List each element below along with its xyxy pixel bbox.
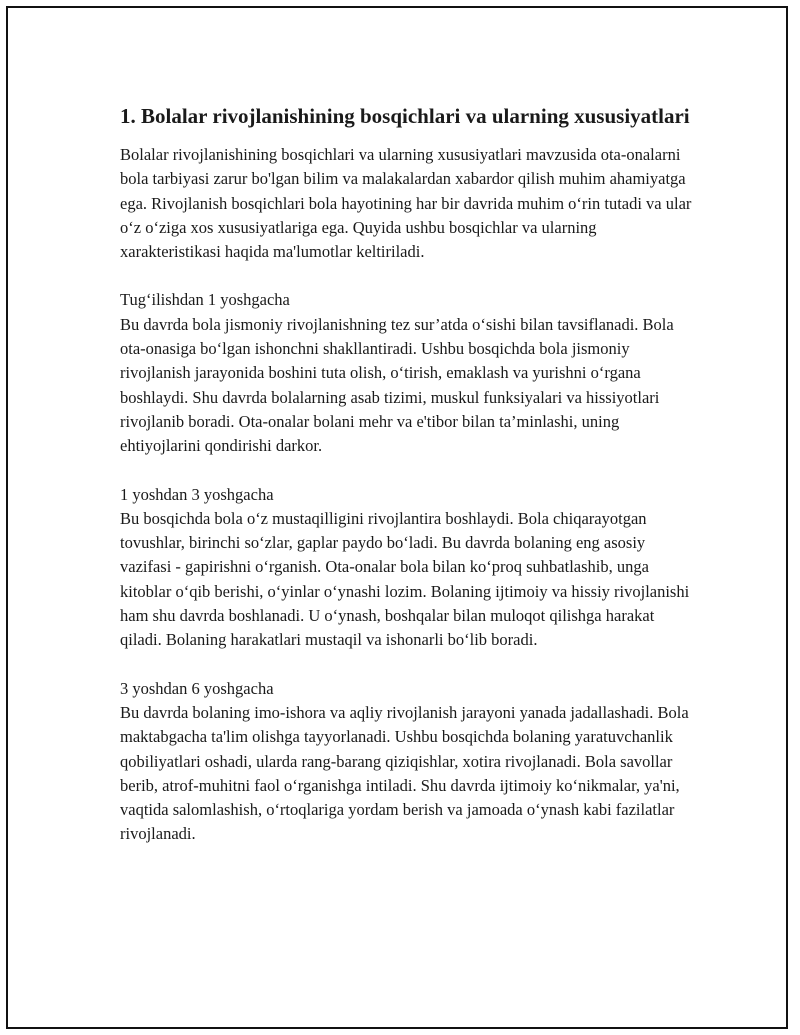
section-3-to-6 <box>120 677 700 847</box>
section-heading: 1 yoshdan 3 yoshgacha <box>120 484 274 504</box>
section-text: Bu davrda bolaning imo-ishora va aqliy rivojlanish jarayoni yanada jadallashadi. Bola maktabgacha ta'lim olishga tayyorlanadi. Ushbu bosqichda bolaning yaratuvchanlik qobiliyatlari oshadi, ularda rang-barang qiziqishlar, xotira rivojlanadi. Bola savollar berib, atrof-muhitni faol o‘rganishga intiladi. Shu davrda ijtimoiy ko‘nikmalar, ya'ni, vaqtida salomlashish, o‘rtoqlariga yordam berish va jamoada o‘ynash kabi fazilatlar rivojlanadi. <box>120 702 689 844</box>
section-1-to-3 <box>120 483 700 653</box>
section-heading: 3 yoshdan 6 yoshgacha <box>120 678 274 698</box>
section-birth-to-1 <box>120 288 700 458</box>
document-title: 1. Bolalar rivojlanishining bosqichlari va ularning xususiyatlari <box>120 104 690 128</box>
document-body <box>120 100 700 847</box>
page-frame <box>6 6 788 1029</box>
section-text: Bu davrda bola jismoniy rivojlanishning tez sur’atda o‘sishi bilan tavsiflanadi. Bola ota-onasiga bo‘lgan ishonchni shakllantiradi. Ushbu bosqichda bola jismoniy rivojlanish jarayonida boshini tuta olish, o‘tirish, emaklash va yurishni o‘rgana boshlaydi. Shu davrda bolalarning asab tizimi, muskul funksiyalari va hissiyotlari rivojlanib boradi. Ota-onalar bolani mehr va e'tibor bilan ta’minlashi, uning ehtiyojlarini qondirishi darkor. <box>120 314 674 456</box>
section-heading: Tug‘ilishdan 1 yoshgacha <box>120 290 290 310</box>
section-text: Bu bosqichda bola o‘z mustaqilligini rivojlantira boshlaydi. Bola chiqarayotgan tovushlar, birinchi so‘zlar, gaplar paydo bo‘ladi. Bu davrda bolaning eng asosiy vazifasi - gapirishni o‘rganish. Ota-onalar bola bilan ko‘proq suhbatlashib, unga kitoblar o‘qib berishi, o‘yinlar o‘ynashi lozim. Bolaning ijtimoiy va hissiy rivojlanishi ham shu davrda boshlanadi. U o‘ynash, boshqalar bilan muloqot qilishga harakat qiladi. Bolaning harakatlari mustaqil va ishonarli bo‘lib boradi. <box>120 508 690 650</box>
intro-paragraph: Bolalar rivojlanishining bosqichlari va ularning xususiyatlari mavzusida ota-onalarni bola tarbiyasi zarur bo'lgan bilim va malakalardan xabardor qilish muhim ahamiyatga ega. Rivojlanish bosqichlari bola hayotining har bir davrida muhim o‘rin tutadi va ular o‘z o‘ziga xos xususiyatlariga ega. Quyida ushbu bosqichlar va ularning xarakteristikasi haqida ma'lumotlar keltiriladi. <box>120 145 692 262</box>
